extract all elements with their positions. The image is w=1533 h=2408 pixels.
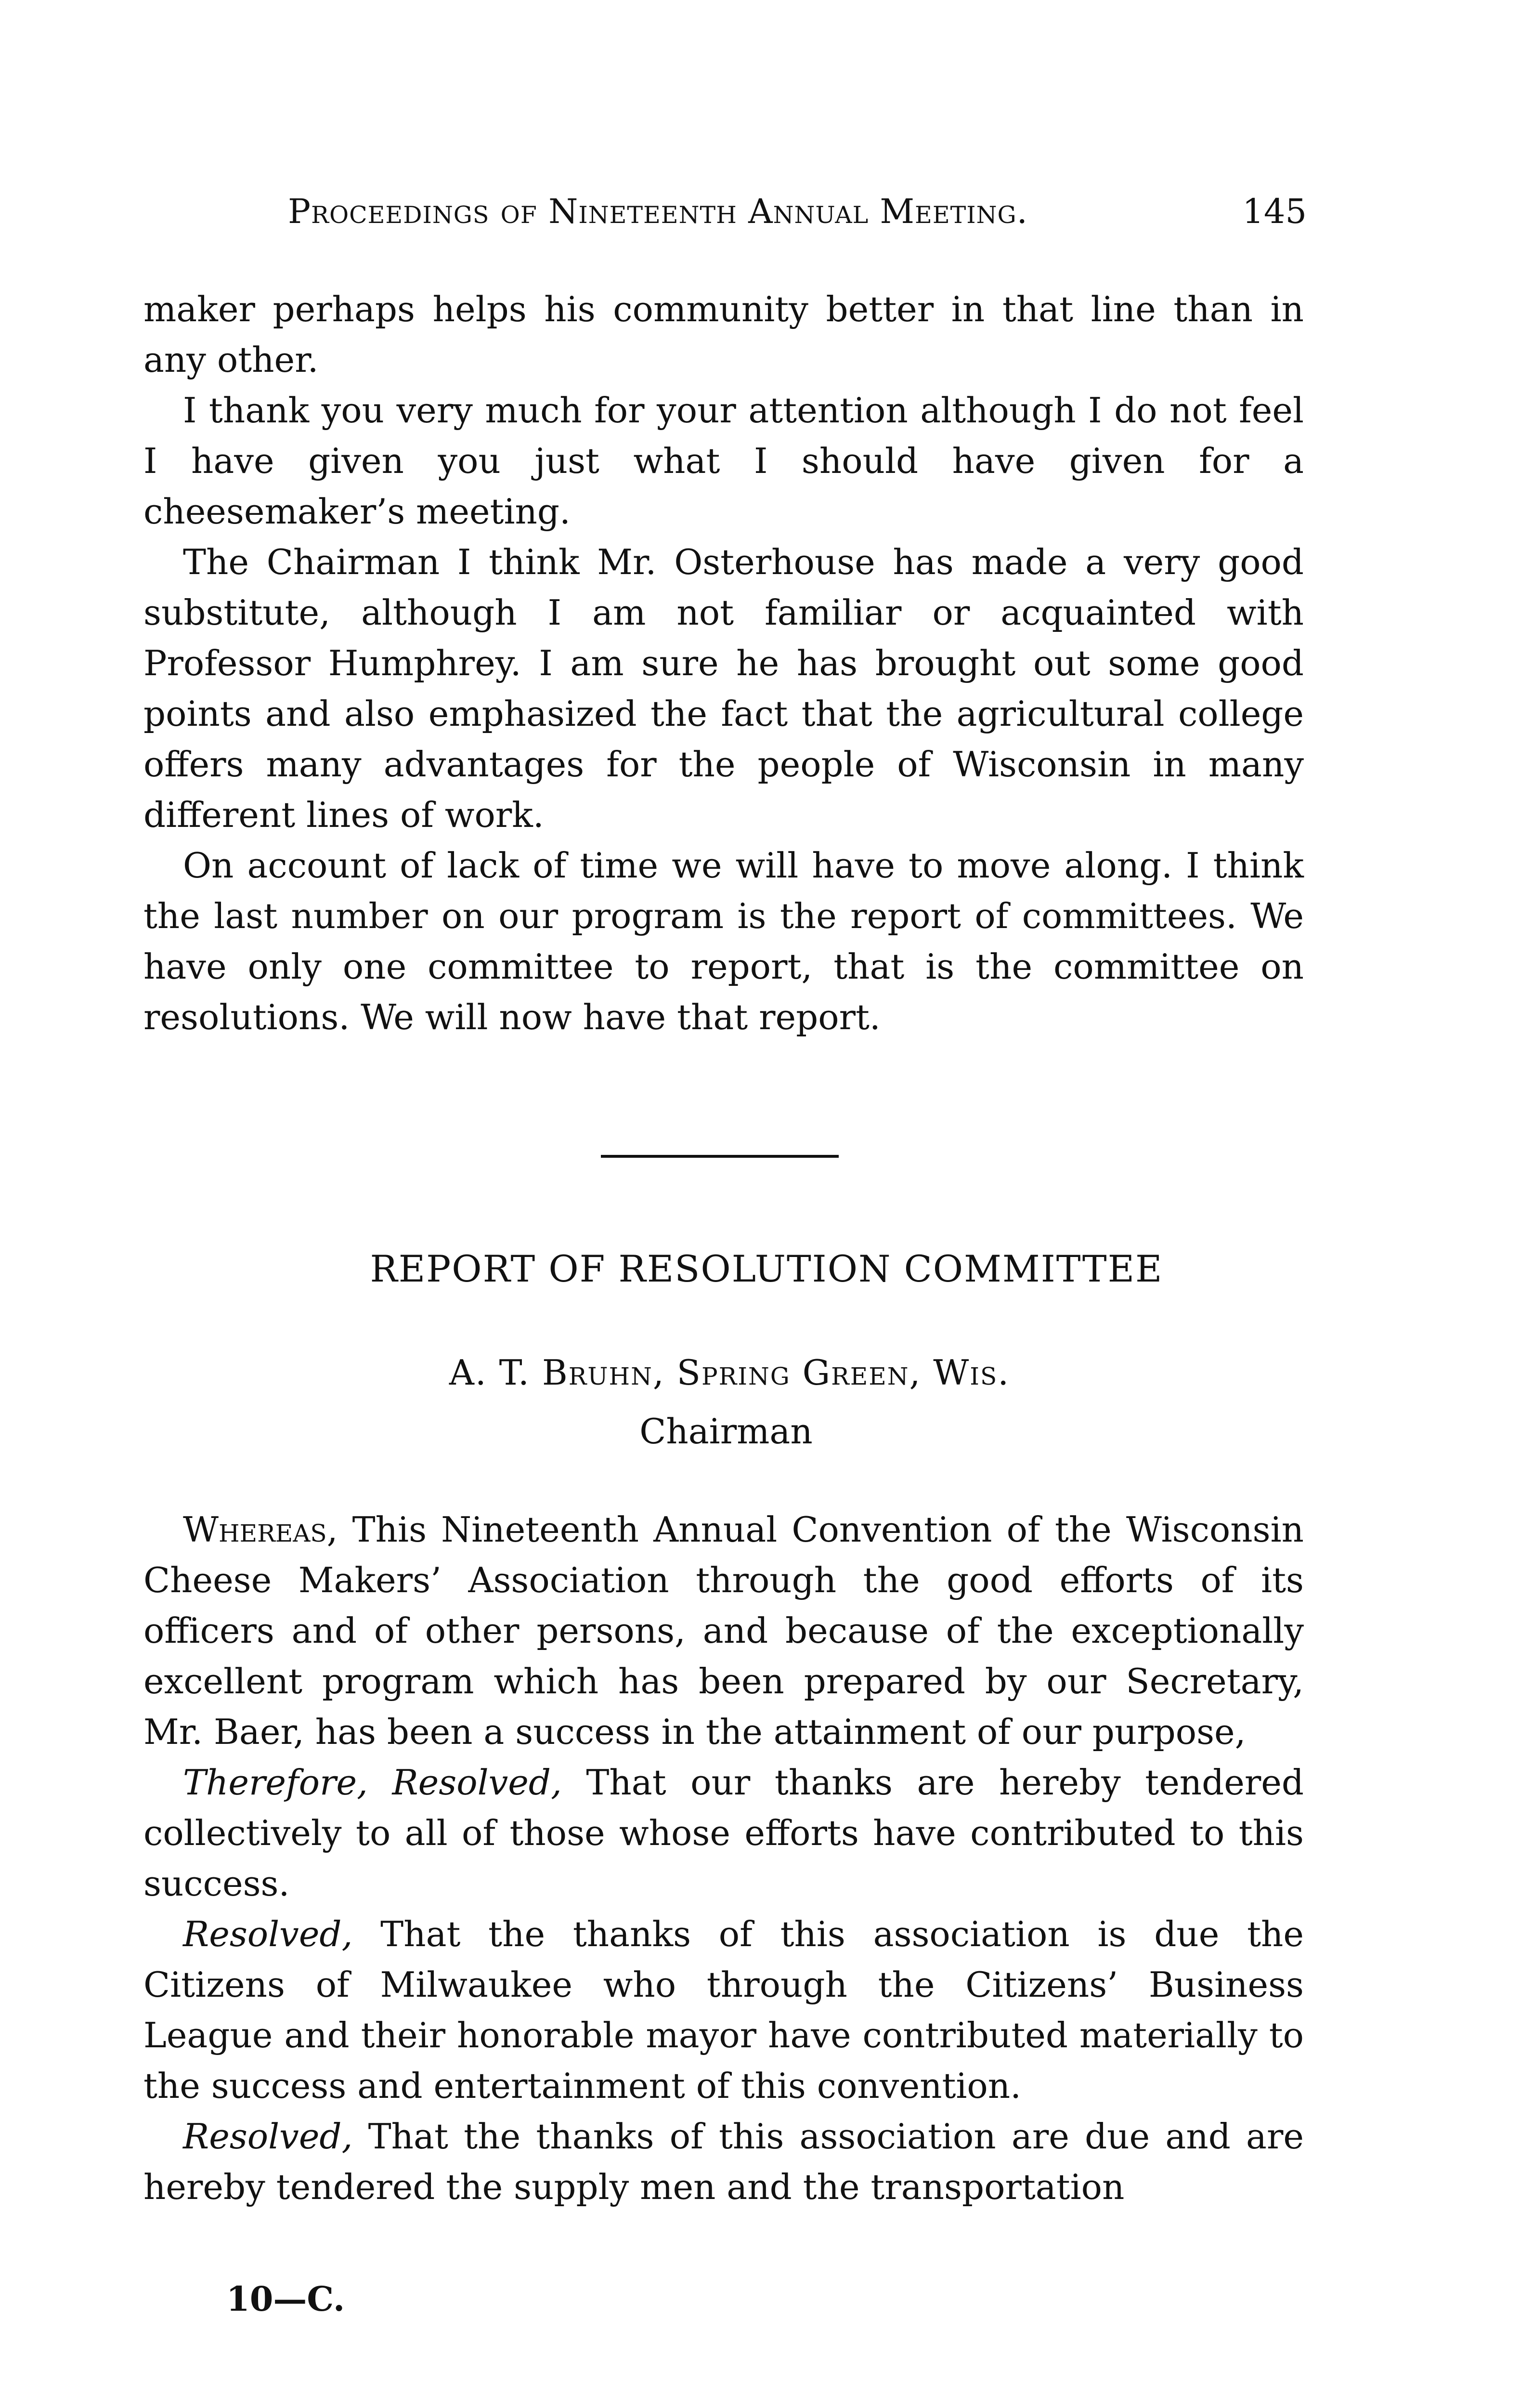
resolution-3-lead: Resolved, xyxy=(183,2116,353,2157)
section-author-role: Chairman xyxy=(639,1411,813,1452)
paragraph-chairman-remarks: The Chairman I think Mr. Osterhouse has made a very good substitute, although I am not familiar or acquainted with Professor Humphrey. I am sure he has brought out some good points and also emphasized the fact that the agricultural college offers many advantages for the people of Wisconsin in many different lines of work. xyxy=(143,542,1304,835)
whereas-text: This Nineteenth Annual Convention of the Wisconsin Cheese Makers’ Association through the good efforts of its officers and of other persons, and because of the exceptionally excellent program which has been prepared by our Secretary, Mr. Baer, has been a success in the attainment of our purpose, xyxy=(143,1509,1304,1752)
paragraph-resolution-3 xyxy=(143,2111,1304,2212)
page-number: 145 xyxy=(1242,192,1307,231)
signature-mark: 10—C. xyxy=(226,2279,345,2319)
paragraph-committee-intro: On account of lack of time we will have to move along. I think the last number on our program is the report of committees. We have only one committee to report, that is the committee on resolutions. We will now have that report. xyxy=(143,845,1304,1037)
paragraph-thanks: I thank you very much for your attention although I do not feel I have given you just what I should have given for a cheesemaker’s meeting. xyxy=(143,390,1304,532)
paragraph-continuation: maker perhaps helps his community better in that line than in any other. xyxy=(143,289,1304,380)
top-text-block xyxy=(143,284,1304,1043)
resolution-3-text: That the thanks of this association are due and are hereby tendered the supply men and the transportation xyxy=(143,2116,1304,2207)
section-title: REPORT OF RESOLUTION COMMITTEE xyxy=(370,1247,1163,1290)
section-divider xyxy=(601,1155,839,1158)
resolution-text-block xyxy=(143,1505,1304,2212)
whereas-word: Whereas, xyxy=(183,1509,338,1550)
resolution-2-lead: Resolved, xyxy=(183,1914,353,1954)
resolution-1-lead: Therefore, Resolved, xyxy=(183,1762,562,1803)
paragraph-whereas xyxy=(143,1505,1304,1757)
paragraph-resolution-1 xyxy=(143,1757,1304,1909)
section-author: A. T. Bruhn, Spring Green, Wis. xyxy=(449,1352,1010,1393)
resolution-2-text: That the thanks of this association is due the Citizens of Milwaukee who through the Citizens’ Business League and their honorable mayor have contributed materially to the success and entertainment of this convention. xyxy=(143,1914,1304,2106)
resolution-1-text: That our thanks are hereby tendered collectively to all of those whose efforts have contributed to this success. xyxy=(143,1762,1304,1904)
paragraph-resolution-2 xyxy=(143,1909,1304,2111)
running-header: Proceedings of Nineteenth Annual Meeting. xyxy=(288,192,1028,231)
